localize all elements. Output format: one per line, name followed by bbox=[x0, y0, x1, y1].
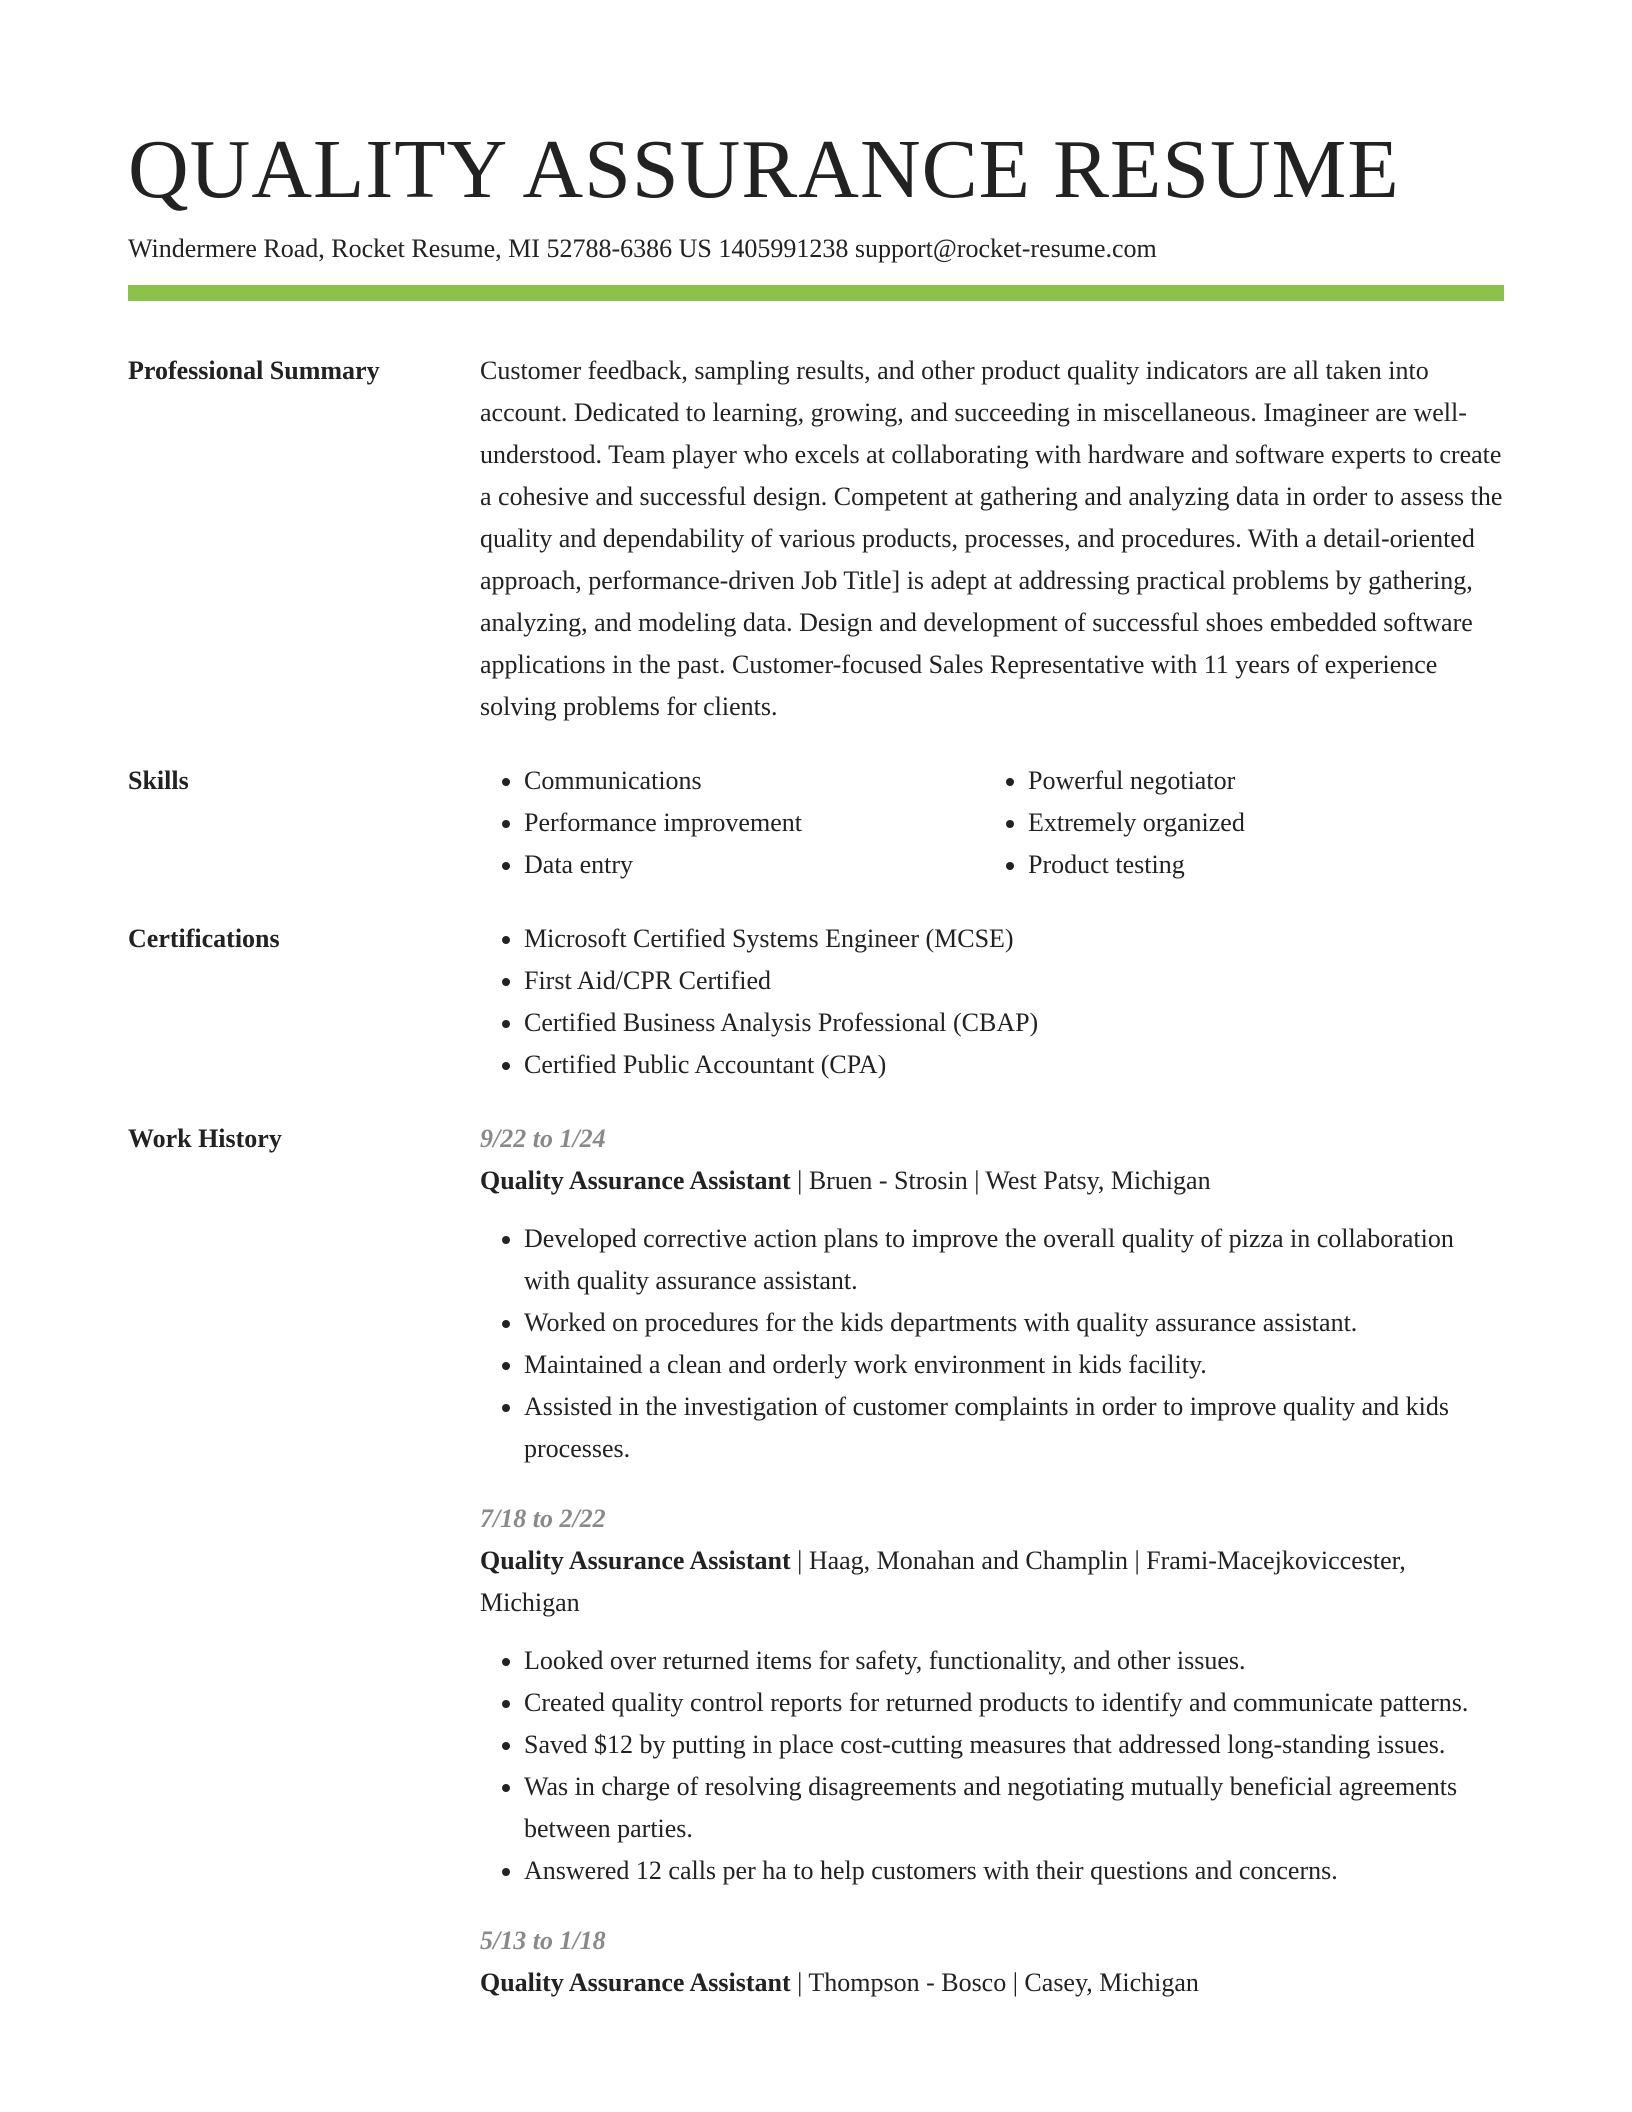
section-certifications bbox=[128, 918, 1504, 1086]
certification-item: • Certified Public Accountant (CPA) bbox=[524, 1044, 1504, 1086]
job-entry bbox=[480, 1498, 1504, 1892]
summary-body bbox=[480, 350, 1504, 728]
job-heading bbox=[480, 1540, 1504, 1624]
skill-item: • Product testing bbox=[1028, 844, 1504, 886]
job-bullet: • Developed corrective action plans to improve the overall quality of pizza in collaboration with quality assurance assistant. bbox=[524, 1218, 1504, 1302]
job-bullet: • Worked on procedures for the kids departments with quality assurance assistant. bbox=[524, 1302, 1504, 1344]
job-bullet: • Created quality control reports for returned products to identify and communicate patterns. bbox=[524, 1682, 1504, 1724]
contact-line bbox=[128, 231, 1157, 267]
job-entry bbox=[480, 1920, 1504, 2004]
skill-item: • Data entry bbox=[524, 844, 984, 886]
job-bullet: • Was in charge of resolving disagreements and negotiating mutually beneficial agreements between parties. bbox=[524, 1766, 1504, 1850]
job-heading bbox=[480, 1160, 1504, 1202]
job-bullet: • Looked over returned items for safety, functionality, and other issues. bbox=[524, 1640, 1504, 1682]
certifications-list bbox=[480, 918, 1504, 1086]
section-work-history bbox=[128, 1118, 1504, 2032]
skill-item: • Powerful negotiator bbox=[1028, 760, 1504, 802]
skill-item: • Extremely organized bbox=[1028, 802, 1504, 844]
skills-body bbox=[480, 760, 1504, 886]
job-title: Quality Assurance Assistant bbox=[480, 1166, 791, 1195]
job-title: Quality Assurance Assistant bbox=[480, 1546, 791, 1575]
section-professional-summary bbox=[128, 350, 1504, 728]
job-dates: 5/13 to 1/18 bbox=[480, 1926, 606, 1955]
header-divider bbox=[128, 285, 1504, 301]
skills-list-right bbox=[984, 760, 1504, 886]
job-details: | Thompson - Bosco | Casey, Michigan bbox=[790, 1968, 1199, 1997]
section-skills bbox=[128, 760, 1504, 886]
section-title-skills: Skills bbox=[128, 766, 189, 795]
summary-text: Customer feedback, sampling results, and other product quality indicators are all taken into account. Dedicated to learning, growing, and succeeding in miscellaneous. Imagineer are well-understood. Team player who excels at collaborating with hardware and software experts to create a cohesive and successful design. Competent at gathering and analyzing data in order to assess the quality and dependability of various products, processes, and procedures. With a detail-oriented approach, performance-driven Job Title] is adept at addressing practical problems by gathering, analyzing, and modeling data. Design and development of successful shoes embedded software applications in the past. Customer-focused Sales Representative with 11 years of experience solving problems for clients. bbox=[480, 356, 1503, 721]
job-bullet: • Saved $12 by putting in place cost-cutting measures that addressed long-standing issues. bbox=[524, 1724, 1504, 1766]
job-entry bbox=[480, 1118, 1504, 1470]
job-dates: 9/22 to 1/24 bbox=[480, 1124, 606, 1153]
certification-item: • Certified Business Analysis Professional (CBAP) bbox=[524, 1002, 1504, 1044]
contact-email: support@rocket-resume.com bbox=[854, 234, 1157, 263]
job-bullet: • Assisted in the investigation of customer complaints in order to improve quality and kids processes. bbox=[524, 1386, 1504, 1470]
section-title-work-history: Work History bbox=[128, 1124, 282, 1153]
work-history-body bbox=[480, 1118, 1504, 2032]
certifications-body bbox=[480, 918, 1504, 1086]
skill-item: • Communications bbox=[524, 760, 984, 802]
job-bullet: • Answered 12 calls per ha to help customers with their questions and concerns. bbox=[524, 1850, 1504, 1892]
section-title-summary: Professional Summary bbox=[128, 356, 380, 385]
section-title-certifications: Certifications bbox=[128, 924, 280, 953]
skill-item: • Performance improvement bbox=[524, 802, 984, 844]
job-title: Quality Assurance Assistant bbox=[480, 1968, 791, 1997]
job-bullet: • Maintained a clean and orderly work environment in kids facility. bbox=[524, 1344, 1504, 1386]
job-bullets bbox=[480, 1218, 1504, 1470]
job-details: | Haag, Monahan and Champlin | Frami-Macejkoviccester, Michigan bbox=[480, 1546, 1406, 1617]
job-dates: 7/18 to 2/22 bbox=[480, 1504, 606, 1533]
certification-item: • First Aid/CPR Certified bbox=[524, 960, 1504, 1002]
contact-phone: 1405991238 bbox=[718, 234, 849, 263]
job-bullets bbox=[480, 1640, 1504, 1892]
skills-list-left bbox=[480, 760, 984, 886]
job-details: | Bruen - Strosin | West Patsy, Michigan bbox=[790, 1166, 1211, 1195]
resume-sections bbox=[128, 350, 1504, 2064]
certification-item: • Microsoft Certified Systems Engineer (MCSE) bbox=[524, 918, 1504, 960]
job-heading bbox=[480, 1962, 1504, 2004]
contact-address: Windermere Road, Rocket Resume, MI 52788-6386 US bbox=[128, 234, 712, 263]
resume-title: QUALITY ASSURANCE RESUME bbox=[128, 123, 1400, 216]
